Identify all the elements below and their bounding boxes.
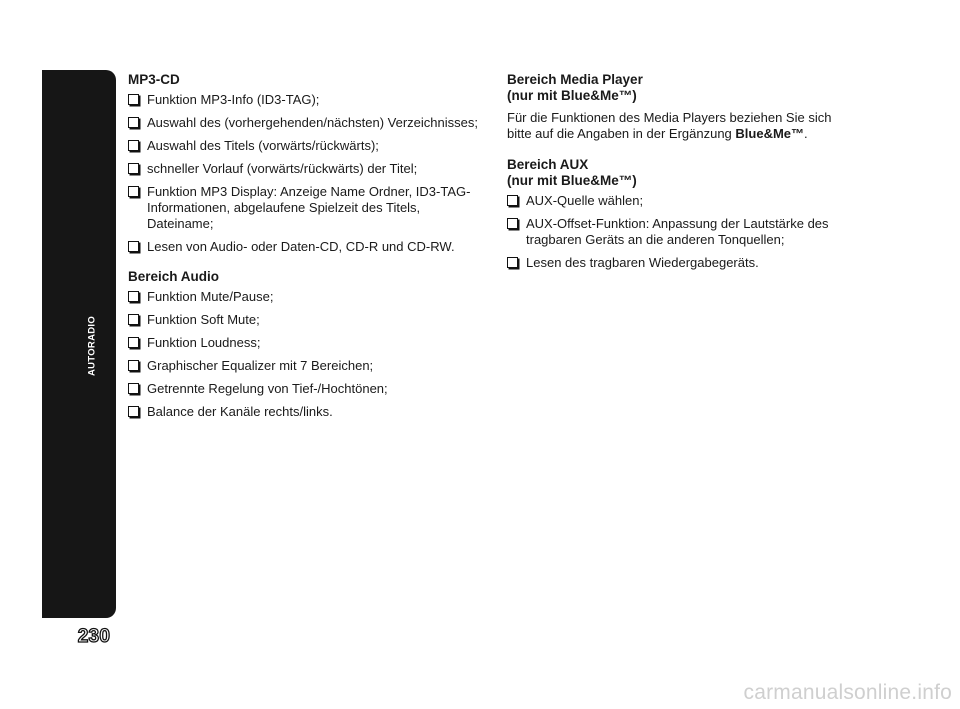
- list-item: Graphischer Equalizer mit 7 Bereichen;: [128, 358, 480, 374]
- blueandme-reference: Blue&Me™: [735, 126, 805, 141]
- list-item: Funktion Soft Mute;: [128, 312, 480, 328]
- section-heading: Bereich Audio: [128, 269, 220, 284]
- section-subheading: (nur mit Blue&Me™): [507, 173, 637, 188]
- section-aux: [507, 157, 857, 271]
- checkbox-bullet-icon: [128, 117, 139, 128]
- section-mp3-cd: [128, 72, 480, 255]
- checkbox-bullet-icon: [128, 186, 139, 197]
- right-column: [507, 72, 857, 278]
- list-item: Funktion Loudness;: [128, 335, 480, 351]
- bullet-list: [507, 193, 857, 271]
- checkbox-bullet-icon: [128, 383, 139, 394]
- list-item: Lesen des tragbaren Wiedergabegeräts.: [507, 255, 857, 271]
- list-item: AUX-Offset-Funktion: Anpassung der Lautstärke des tragbaren Geräts an die anderen Tonquellen;: [507, 216, 857, 248]
- section-heading: Bereich Media Player: [507, 72, 643, 87]
- bullet-list: [128, 289, 480, 420]
- list-item: Funktion MP3-Info (ID3-TAG);: [128, 92, 480, 108]
- list-item: Auswahl des Titels (vorwärts/rückwärts);: [128, 138, 480, 154]
- checkbox-bullet-icon: [128, 140, 139, 151]
- chapter-side-tab: [42, 70, 116, 618]
- checkbox-bullet-icon: [507, 195, 518, 206]
- list-item: Lesen von Audio- oder Daten-CD, CD-R und CD-RW.: [128, 239, 480, 255]
- section-heading: MP3-CD: [128, 72, 180, 87]
- checkbox-bullet-icon: [128, 337, 139, 348]
- checkbox-bullet-icon: [507, 257, 518, 268]
- checkbox-bullet-icon: [507, 218, 518, 229]
- list-item: Balance der Kanäle rechts/links.: [128, 404, 480, 420]
- section-heading: Bereich AUX: [507, 157, 589, 172]
- media-player-paragraph: Für die Funktionen des Media Players beziehen Sie sich bitte auf die Angaben in der Ergänzung Blue&Me™.: [507, 110, 832, 141]
- checkbox-bullet-icon: [128, 241, 139, 252]
- watermark: carmanualsonline.info: [743, 681, 952, 704]
- checkbox-bullet-icon: [128, 406, 139, 417]
- left-column: [128, 72, 480, 427]
- checkbox-bullet-icon: [128, 314, 139, 325]
- checkbox-bullet-icon: [128, 163, 139, 174]
- section-media-player: [507, 72, 857, 142]
- checkbox-bullet-icon: [128, 94, 139, 105]
- section-subheading: (nur mit Blue&Me™): [507, 88, 637, 103]
- list-item: schneller Vorlauf (vorwärts/rückwärts) der Titel;: [128, 161, 480, 177]
- list-item: Getrennte Regelung von Tief-/Hochtönen;: [128, 381, 480, 397]
- checkbox-bullet-icon: [128, 291, 139, 302]
- chapter-label: AUTORADIO: [86, 315, 98, 377]
- list-item: Funktion MP3 Display: Anzeige Name Ordner, ID3-TAG-Informationen, abgelaufene Spielzeit des Titels, Dateiname;: [128, 184, 480, 232]
- bullet-list: [128, 92, 480, 255]
- list-item: Auswahl des (vorhergehenden/nächsten) Verzeichnisses;: [128, 115, 480, 131]
- list-item: Funktion Mute/Pause;: [128, 289, 480, 305]
- checkbox-bullet-icon: [128, 360, 139, 371]
- list-item: AUX-Quelle wählen;: [507, 193, 857, 209]
- page-number: 230: [77, 626, 111, 647]
- section-audio: [128, 269, 480, 420]
